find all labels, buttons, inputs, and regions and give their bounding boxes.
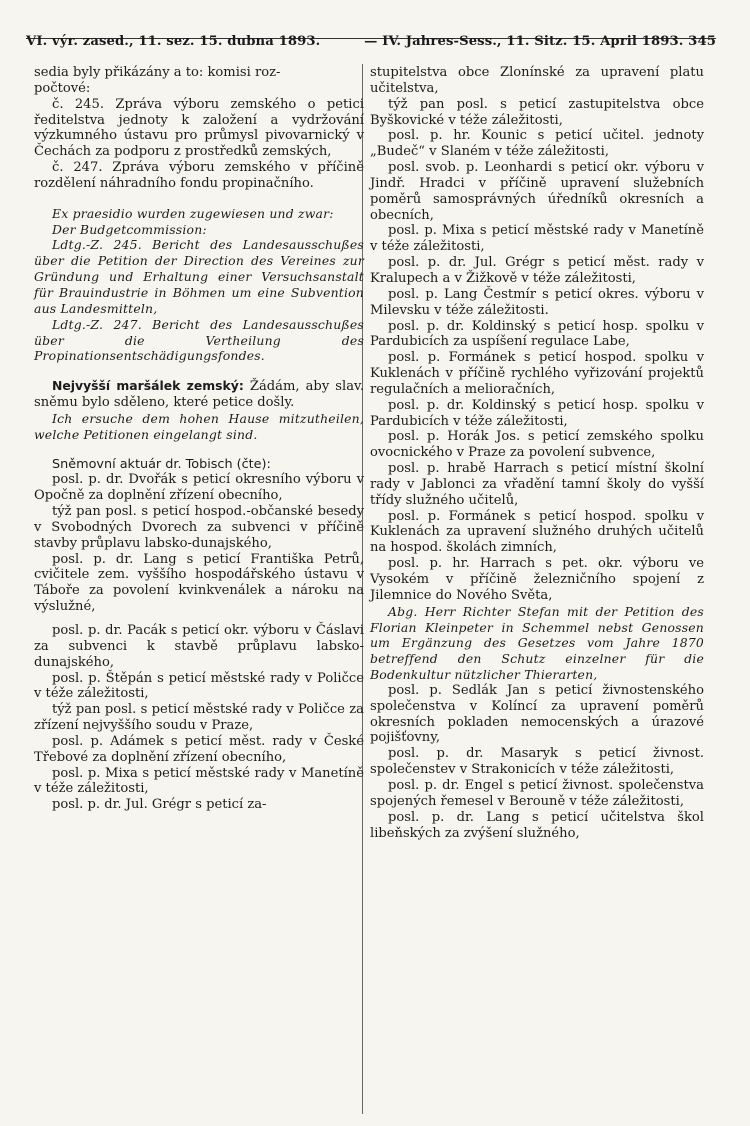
paragraph: posl. p. Lang Čestmír s peticí okres. výboru v Milevsku v téže záležitosti. [370,286,704,318]
paragraph: č. 245. Zpráva výboru zemského o petici ředitelstva jednoty k založení a vydržování výzkumného ústavu pro průmysl pivovarnický v Čechách za podporu z prostředků zemských, [34,96,364,160]
running-header [26,34,716,49]
paragraph: posl. p. hr. Kounic s peticí učitel. jednoty „Budeč“ v Slaném v téže záležitosti, [370,128,704,160]
paragraph: posl. p. dr. Engel s peticí živnost. společenstva spojených řemesel v Berouně v téže záležitosti, [370,777,704,809]
paragraph [34,378,364,411]
paragraph [34,457,364,473]
paragraph: posl. p. dr. Masaryk s peticí živnost. společenstev v Strakonicích v téže záležitosti, [370,746,704,778]
paragraph: posl. p. dr. Pacák s peticí okr. výboru v Čáslavi za subvenci k stavbě průplavu labsko-dunajského, [34,623,364,670]
paragraph: týž pan posl. s peticí zastupitelstva obce Byškovické v téže záležitosti, [370,96,704,128]
paragraph: stupitelstva obce Zlonínské za upravení platu učitelstva, [370,65,704,96]
header-left: VI. výr. zased., 11. sez. 15. dubna 1893. [26,34,321,49]
paragraph: posl. svob. p. Leonhardi s peticí okr. výboru v Jindř. Hradci v příčině upravení služebních poměrů samosprávných úředníků okresních a obecních, [370,160,704,223]
paragraph: sedia byly přikázány a to: komisi roz- [34,65,281,80]
speaker-name: Sněmovní aktuár dr. Tobisch (čte): [52,456,271,472]
paragraph: Ex praesidio wurden zugewiesen und zwar: [52,205,334,221]
paragraph: posl. p. dr. Koldinský s peticí hosp. spolku v Pardubicích v téže záležitosti, [370,397,704,429]
paragraph: posl. p. dr. Koldinský s peticí hosp. spolku v Pardubicích za uspíšení regulace Labe, [370,318,704,350]
paragraph: Der Budgetcommission: [52,221,207,237]
paragraph: počtové: [34,80,91,96]
paragraph: Ich ersuche dem hohen Hause mitzutheilen, welche Petitionen eingelangt sind. [34,410,364,442]
paragraph: posl. p. Formánek s peticí hospod. spolku v Kuklenách v příčině rychlého vyřizování projektů regulačních a melioračních, [370,350,704,397]
paragraph: posl. p. hr. Harrach s pet. okr. výboru ve Vysokém v příčině železničního spojení z Jilemnice do Nového Světa, [370,556,704,603]
paragraph: posl. p. Štěpán s peticí městské rady v Poličce v téže záležitosti, [34,670,364,702]
paragraph: Ldtg.-Z. 245. Bericht des Landesausschußes über die Petition der Direction des Vereines zur Gründung und Erhaltung einer Versuchsanstalt für Brauindustrie in Böhmen um eine Subvention aus Landesmitteln, [34,237,364,316]
paragraph: posl. p. dr. Lang s peticí Františka Petrů, cvičitele zem. vyššího hospodářského ústavu v Táboře za povolení kvinkvenálek a nároku na výslužné, [34,551,364,615]
paragraph: č. 247. Zpráva výboru zemského v příčině rozdělení náhradního fondu propinačního. [34,160,364,191]
header-right: — IV. Jahres-Sess., 11. Sitz. 15. April 1893. 345 [364,34,716,49]
paragraph: týž pan posl. s peticí městské rady v Poličce za zřízení nejvyššího soudu v Praze, [34,702,364,734]
paragraph: posl. p. Mixa s peticí městské rady v Manetíně v téže záležitosti, [34,765,364,797]
paragraph: Ldtg.-Z. 247. Bericht des Landesausschußes über die Vertheilung des Propinationsentschädigungsfondes. [34,316,364,364]
right-column [370,65,704,841]
speech-text: Žádám, aby slav. sněmu bylo sděleno, které petice došly. [34,379,365,411]
paragraph: posl. p. dr. Jul. Grégr s peticí za- [52,797,267,813]
paragraph: posl. p. Adámek s peticí měst. rady v České Třebové za doplnění zřízení obecního, [34,733,364,765]
paragraph: posl. p. hrabě Harrach s peticí místní školní rady v Jablonci za vřadění tamní školy do vyšší třídy služného učitelů, [370,461,704,508]
paragraph: posl. p. Mixa s peticí městské rady v Manetíně v téže záležitosti, [370,223,704,255]
left-column [34,65,364,813]
speaker-name: Nejvyšší maršálek zemský: [52,378,244,394]
paragraph: týž pan posl. s peticí hospod.-občanské besedy v Svobodných Dvorech za subvenci v příčině stavby průplavu labsko-dunajského, [34,504,364,551]
paragraph: posl. p. dr. Dvořák s peticí okresního výboru v Opočně za doplnění zřízení obecního, [34,472,364,504]
paragraph: Abg. Herr Richter Stefan mit der Petition des Florian Kleinpeter in Schemmel nebst Genossen um Ergänzung des Gesetzes vom Jahre 1870 betreffend den Schutz einzelner für die Bodenkultur nützlicher Thierarten, [370,603,704,683]
paragraph: posl. p. Formánek s peticí hospod. spolku v Kuklenách za upravení služného druhých učitelů na hospod. školách zimních, [370,508,704,556]
paragraph: posl. p. dr. Lang s peticí učitelstva škol libeňských za zvýšení služného, [370,809,704,841]
paragraph: posl. p. dr. Jul. Grégr s peticí měst. rady v Kralupech a v Žižkově v téže záležitosti, [370,255,704,286]
paragraph: posl. p. Horák Jos. s peticí zemského spolku ovocnického v Praze za povolení subvence, [370,429,704,461]
paragraph: posl. p. Sedlák Jan s peticí živnostenského společenstva v Kolíncí za upravení poměrů okresních pokladen nemocenských a úrazové pojišťovny, [370,682,704,746]
